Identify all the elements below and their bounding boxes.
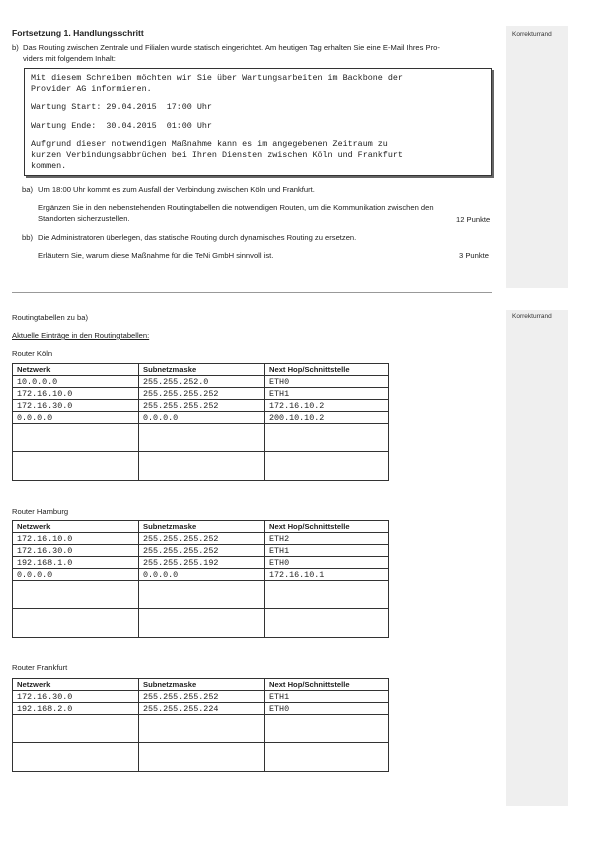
table-row [13, 569, 389, 581]
answer-cell[interactable] [265, 452, 389, 481]
email-line: Aufgrund dieser notwendigen Maßnahme kann es im angegebenen Zeitraum zu [31, 139, 388, 149]
correction-margin-label: Korrekturrand [512, 31, 552, 38]
table-cell: 255.255.255.192 [139, 557, 265, 569]
table-row [13, 533, 389, 545]
table-cell: 255.255.255.252 [139, 533, 265, 545]
table-cell: ETH1 [265, 545, 389, 557]
email-box [24, 68, 492, 176]
task-b-marker: b) [12, 43, 19, 52]
task-bb-text: Die Administratoren überlegen, das statische Routing durch dynamisches Routing zu ersetzen. [38, 233, 357, 242]
answer-cell[interactable] [13, 581, 139, 609]
empty-answer-row[interactable] [13, 452, 389, 481]
table-cell: 255.255.255.224 [139, 703, 265, 715]
table-cell: ETH0 [265, 703, 389, 715]
table-row [13, 376, 389, 388]
table-cell: 0.0.0.0 [139, 412, 265, 424]
email-line: kurzen Verbindungsabbrüchen bei Ihren Diensten zwischen Köln und Frankfurt [31, 150, 403, 160]
task-ba-detail-line1: Ergänzen Sie in den nebenstehenden Routingtabellen die notwendigen Routen, um die Kommunikation zwischen den [38, 203, 434, 212]
task-b-intro-line1: Das Routing zwischen Zentrale und Filialen wurde statisch eingerichtet. Am heutigen Tag erhalten Sie eine E-Mail Ihres Pro- [23, 43, 440, 52]
table-cell: 192.168.2.0 [13, 703, 139, 715]
answer-cell[interactable] [265, 424, 389, 452]
answer-cell[interactable] [139, 743, 265, 772]
table-cell: 0.0.0.0 [139, 569, 265, 581]
router-name: Router Hamburg [12, 507, 69, 516]
table-header-row [13, 521, 389, 533]
table-cell: 255.255.255.252 [139, 388, 265, 400]
table-cell: 10.0.0.0 [13, 376, 139, 388]
task-ba-marker: ba) [22, 185, 33, 194]
answer-cell[interactable] [13, 424, 139, 452]
answer-cell[interactable] [13, 452, 139, 481]
table-cell: 192.168.1.0 [13, 557, 139, 569]
table-cell: 172.16.30.0 [13, 545, 139, 557]
column-header: Next Hop/Schnittstelle [265, 364, 389, 376]
table-cell: ETH0 [265, 376, 389, 388]
empty-answer-row[interactable] [13, 581, 389, 609]
column-header: Next Hop/Schnittstelle [265, 679, 389, 691]
answer-cell[interactable] [139, 424, 265, 452]
answer-cell[interactable] [139, 581, 265, 609]
table-row [13, 691, 389, 703]
email-line: Provider AG informieren. [31, 84, 152, 94]
column-header: Subnetzmaske [139, 679, 265, 691]
column-header: Netzwerk [13, 521, 139, 533]
email-line: Wartung Start: 29.04.2015 17:00 Uhr [31, 102, 212, 112]
empty-answer-row[interactable] [13, 743, 389, 772]
answer-cell[interactable] [139, 715, 265, 743]
table-row [13, 545, 389, 557]
routing-table-hamburg [12, 520, 389, 638]
table-row [13, 412, 389, 424]
column-header: Subnetzmaske [139, 521, 265, 533]
routing-table-koeln [12, 363, 389, 481]
column-header: Netzwerk [13, 679, 139, 691]
table-cell: ETH1 [265, 388, 389, 400]
answer-cell[interactable] [265, 609, 389, 638]
answer-cell[interactable] [265, 743, 389, 772]
task-ba-text: Um 18:00 Uhr kommt es zum Ausfall der Verbindung zwischen Köln und Frankfurt. [38, 185, 315, 194]
correction-margin-label: Korrekturrand [512, 313, 552, 320]
page-title: Fortsetzung 1. Handlungsschritt [12, 28, 144, 38]
task-ba-points: 12 Punkte [456, 215, 491, 224]
answer-cell[interactable] [13, 715, 139, 743]
table-cell: 172.16.30.0 [13, 691, 139, 703]
table-cell: 0.0.0.0 [13, 569, 139, 581]
column-header: Netzwerk [13, 364, 139, 376]
column-header: Next Hop/Schnittstelle [265, 521, 389, 533]
section-subheading: Aktuelle Einträge in den Routingtabellen: [12, 331, 150, 340]
email-line: kommen. [31, 161, 67, 171]
task-bb-detail: Erläutern Sie, warum diese Maßnahme für die TeNi GmbH sinnvoll ist. [38, 251, 274, 260]
column-header: Subnetzmaske [139, 364, 265, 376]
table-cell: 172.16.30.0 [13, 400, 139, 412]
section-heading: Routingtabellen zu ba) [12, 313, 88, 322]
correction-margin-bottom [506, 310, 568, 806]
answer-cell[interactable] [265, 715, 389, 743]
table-cell: 172.16.10.2 [265, 400, 389, 412]
table-cell: 172.16.10.1 [265, 569, 389, 581]
router-name: Router Köln [12, 349, 53, 358]
task-ba-detail-line2: Standorten sicherzustellen. [38, 214, 130, 223]
table-row [13, 557, 389, 569]
empty-answer-row[interactable] [13, 609, 389, 638]
task-b-intro-line2: viders mit folgendem Inhalt: [23, 54, 116, 63]
answer-cell[interactable] [265, 581, 389, 609]
answer-divider [12, 292, 492, 293]
table-cell: ETH0 [265, 557, 389, 569]
table-header-row [13, 679, 389, 691]
table-cell: 255.255.255.252 [139, 545, 265, 557]
correction-margin-top [506, 26, 568, 288]
table-header-row [13, 364, 389, 376]
table-cell: 255.255.255.252 [139, 691, 265, 703]
table-cell: 172.16.10.0 [13, 533, 139, 545]
empty-answer-row[interactable] [13, 424, 389, 452]
email-line: Wartung Ende: 30.04.2015 01:00 Uhr [31, 121, 212, 131]
table-row [13, 400, 389, 412]
task-bb-points: 3 Punkte [459, 251, 489, 260]
router-name: Router Frankfurt [12, 663, 68, 672]
answer-cell[interactable] [139, 609, 265, 638]
answer-cell[interactable] [13, 609, 139, 638]
table-cell: 255.255.255.252 [139, 400, 265, 412]
empty-answer-row[interactable] [13, 715, 389, 743]
table-cell: ETH1 [265, 691, 389, 703]
table-row [13, 388, 389, 400]
answer-cell[interactable] [139, 452, 265, 481]
table-cell: 0.0.0.0 [13, 412, 139, 424]
table-row [13, 703, 389, 715]
table-cell: 172.16.10.0 [13, 388, 139, 400]
email-line: Mit diesem Schreiben möchten wir Sie über Wartungsarbeiten im Backbone der [31, 73, 403, 83]
table-cell: ETH2 [265, 533, 389, 545]
answer-cell[interactable] [13, 743, 139, 772]
task-bb-marker: bb) [22, 233, 33, 242]
table-cell: 200.10.10.2 [265, 412, 389, 424]
table-cell: 255.255.252.0 [139, 376, 265, 388]
routing-table-frankfurt [12, 678, 389, 772]
